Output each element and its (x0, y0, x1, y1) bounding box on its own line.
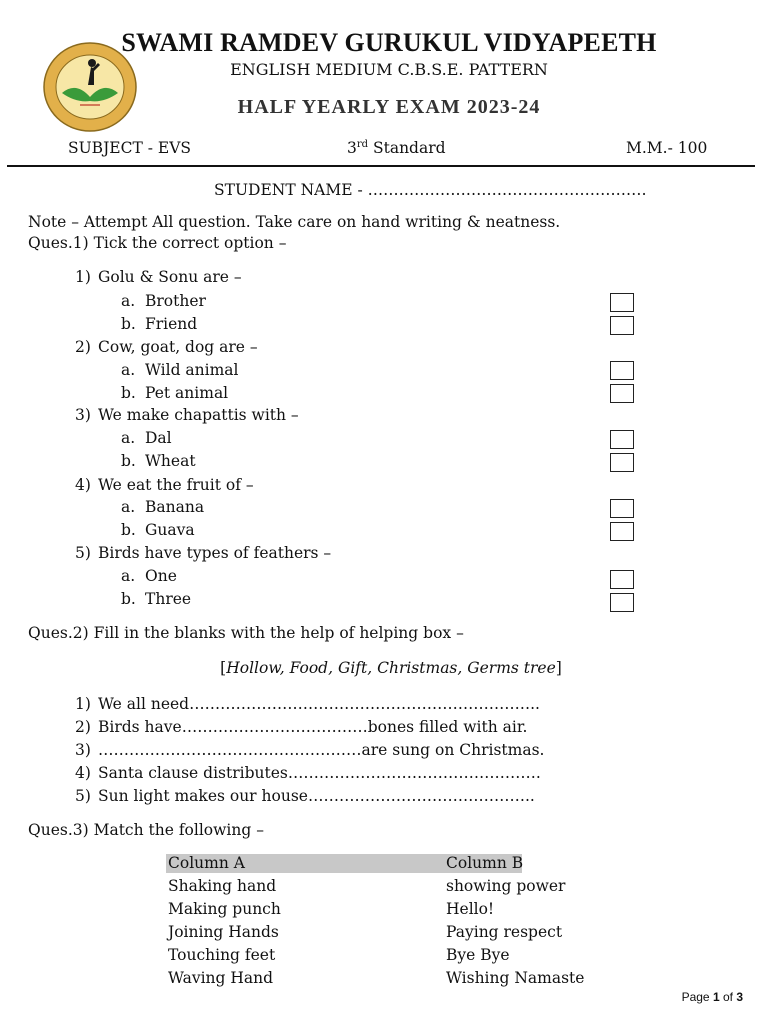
option-letter: a. (121, 361, 136, 379)
tick-checkbox[interactable] (610, 361, 634, 380)
option-text: One (145, 567, 177, 585)
option-text: Brother (145, 292, 206, 310)
tick-checkbox[interactable] (610, 570, 634, 589)
q2-item-number: 3) (75, 741, 91, 759)
option-letter: a. (121, 292, 136, 310)
subject-label: SUBJECT - EVS (68, 139, 192, 157)
instructions-note: Note – Attempt All question. Take care on hand writing & neatness. (28, 213, 561, 231)
column-a-cell: Touching feet (168, 946, 276, 964)
q1-item-number: 1) (75, 268, 91, 286)
option-letter: a. (121, 567, 136, 585)
tick-checkbox[interactable] (610, 430, 634, 449)
option-text: Pet animal (145, 384, 229, 402)
school-name: SWAMI RAMDEV GURUKUL VIDYAPEETH (121, 28, 657, 57)
fill-blank-line[interactable]: ……………………………………………are sung on Christmas. (98, 741, 545, 759)
q1-item-number: 2) (75, 338, 91, 356)
tick-checkbox[interactable] (610, 522, 634, 541)
column-a-cell: Making punch (168, 900, 281, 918)
question-1-title: Ques.1) Tick the correct option – (28, 234, 287, 252)
q1-item-number: 3) (75, 406, 91, 424)
max-marks-label: M.M.- 100 (626, 139, 708, 157)
tick-checkbox[interactable] (610, 499, 634, 518)
column-b-cell: showing power (446, 877, 566, 895)
option-text: Dal (145, 429, 172, 447)
option-text: Wheat (145, 452, 196, 470)
question-3-title: Ques.3) Match the following – (28, 821, 264, 839)
column-b-header: Column B (446, 854, 524, 872)
fill-blank-line[interactable]: Birds have………………………………bones filled with air. (98, 718, 528, 736)
q1-item-text: Birds have types of feathers – (98, 544, 332, 562)
tick-checkbox[interactable] (610, 593, 634, 612)
q2-item-number: 1) (75, 695, 91, 713)
q1-item-text: We eat the fruit of – (98, 476, 254, 494)
option-text: Three (145, 590, 192, 608)
page-number: Page 1 of 3 (681, 990, 743, 1004)
option-letter: a. (121, 498, 136, 516)
exam-title: HALF YEARLY EXAM 2023-24 (237, 96, 541, 118)
tick-checkbox[interactable] (610, 293, 634, 312)
q1-item-text: Golu & Sonu are – (98, 268, 242, 286)
q1-item-text: Cow, goat, dog are – (98, 338, 258, 356)
option-text: Friend (145, 315, 198, 333)
column-b-cell: Bye Bye (446, 946, 510, 964)
q1-item-number: 5) (75, 544, 91, 562)
tick-checkbox[interactable] (610, 316, 634, 335)
column-a-header: Column A (168, 854, 245, 872)
option-text: Banana (145, 498, 205, 516)
tick-checkbox[interactable] (610, 384, 634, 403)
q1-item-number: 4) (75, 476, 91, 494)
option-letter: a. (121, 429, 136, 447)
option-letter: b. (121, 384, 136, 402)
fill-blank-line[interactable]: Santa clause distributes…………………………………………. (98, 764, 541, 782)
option-letter: b. (121, 590, 136, 608)
option-letter: b. (121, 521, 136, 539)
column-a-cell: Shaking hand (168, 877, 277, 895)
helping-box: [Hollow, Food, Gift, Christmas, Germs tree] (220, 659, 562, 677)
standard-label: 3rd Standard (347, 139, 446, 158)
column-a-cell: Joining Hands (168, 923, 279, 941)
q2-item-number: 2) (75, 718, 91, 736)
q1-item-text: We make chapattis with – (98, 406, 299, 424)
option-letter: b. (121, 452, 136, 470)
question-2-title: Ques.2) Fill in the blanks with the help of helping box – (28, 624, 464, 642)
school-subtitle: ENGLISH MEDIUM C.B.S.E. PATTERN (230, 60, 548, 79)
option-text: Guava (145, 521, 195, 539)
q2-item-number: 4) (75, 764, 91, 782)
option-letter: b. (121, 315, 136, 333)
column-a-cell: Waving Hand (168, 969, 274, 987)
column-b-cell: Hello! (446, 900, 495, 918)
header-divider (7, 165, 755, 167)
q2-item-number: 5) (75, 787, 91, 805)
student-name-field[interactable]: STUDENT NAME - ……………………………………………… (214, 181, 647, 199)
fill-blank-line[interactable]: Sun light makes our house…………………………………….. (98, 787, 535, 805)
column-b-cell: Paying respect (446, 923, 563, 941)
fill-blank-line[interactable]: We all need………………………………………………………….. (98, 695, 540, 713)
option-text: Wild animal (145, 361, 239, 379)
column-b-cell: Wishing Namaste (446, 969, 585, 987)
tick-checkbox[interactable] (610, 453, 634, 472)
